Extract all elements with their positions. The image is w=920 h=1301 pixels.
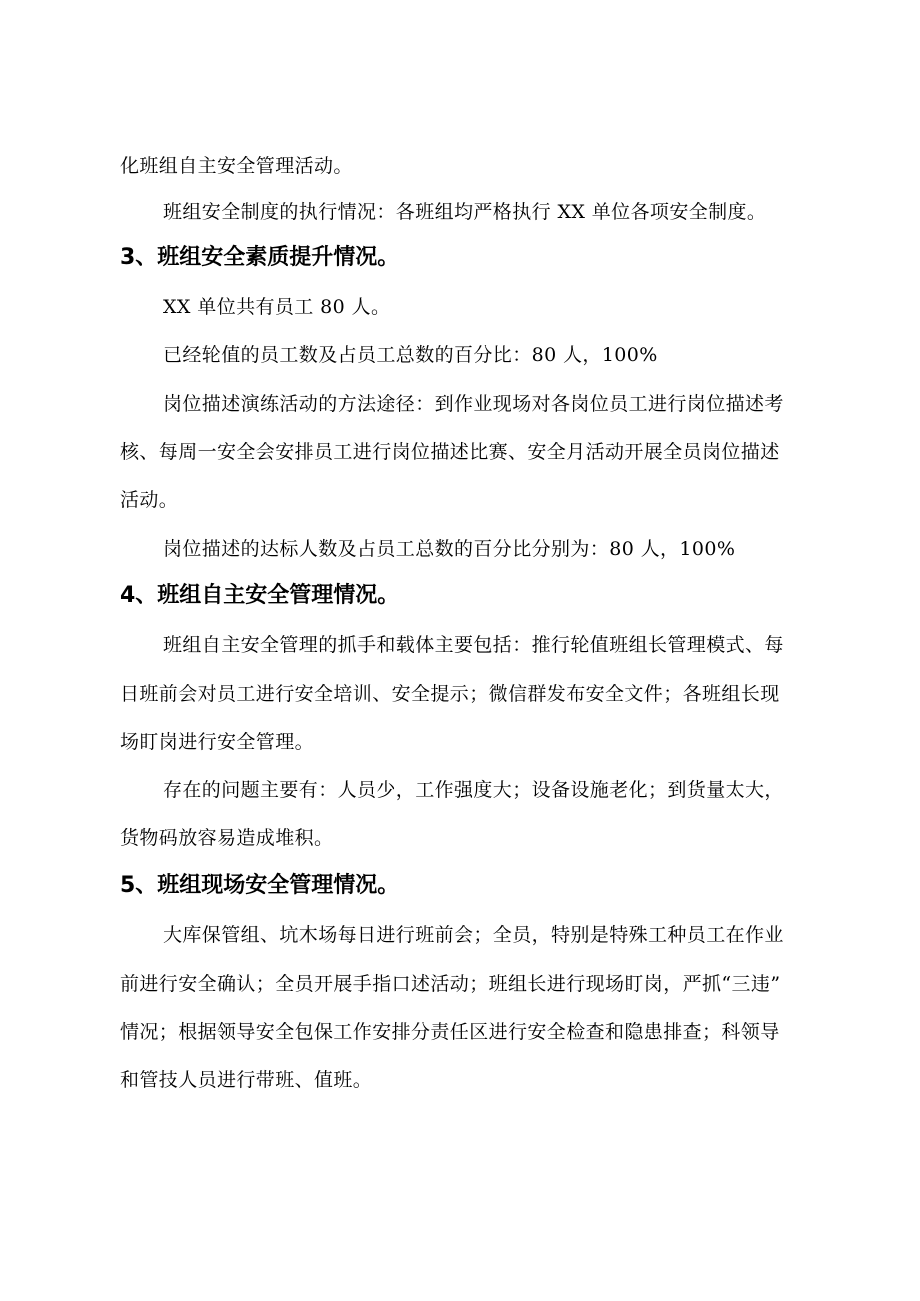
paragraph-line: 存在的问题主要有：人员少，工作强度大；设备设施老化；到货量太大，	[163, 779, 784, 801]
paragraph-line: 情况；根据领导安全包保工作安排分责任区进行安全检查和隐患排查；科领导	[120, 1021, 780, 1043]
paragraph-line: 班组安全制度的执行情况：各班组均严格执行 XX 单位各项安全制度。	[163, 201, 767, 223]
paragraph-line: 已经轮值的员工数及占员工总数的百分比：80 人，100%	[163, 344, 658, 366]
paragraph-line: 大库保管组、坑木场每日进行班前会；全员，特别是特殊工种员工在作业	[163, 924, 784, 946]
paragraph-line: 和管技人员进行带班、值班。	[120, 1069, 373, 1091]
paragraph-line: 岗位描述的达标人数及占员工总数的百分比分别为：80 人，100%	[163, 538, 736, 560]
paragraph-line: 班组自主安全管理的抓手和载体主要包括：推行轮值班组长管理模式、每	[163, 634, 784, 656]
paragraph-line: 核、每周一安全会安排员工进行岗位描述比赛、安全月活动开展全员岗位描述	[120, 441, 780, 463]
paragraph-line: 日班前会对员工进行安全培训、安全提示；微信群发布安全文件；各班组长现	[120, 683, 780, 705]
paragraph-line: 活动。	[120, 489, 179, 511]
paragraph-line: XX 单位共有员工 80 人。	[163, 296, 391, 318]
section-heading-4: 4、班组自主安全管理情况。	[120, 583, 400, 608]
section-heading-3: 3、班组安全素质提升情况。	[120, 245, 400, 270]
paragraph-line: 化班组自主安全管理活动。	[120, 155, 353, 177]
paragraph-line: 前进行安全确认；全员开展手指口述活动；班组长进行现场盯岗，严抓“三违”	[120, 973, 781, 995]
paragraph-line: 岗位描述演练活动的方法途径：到作业现场对各岗位员工进行岗位描述考	[163, 393, 784, 415]
paragraph-line: 场盯岗进行安全管理。	[120, 731, 315, 753]
paragraph-line: 货物码放容易造成堆积。	[120, 827, 334, 849]
section-heading-5: 5、班组现场安全管理情况。	[120, 873, 400, 898]
